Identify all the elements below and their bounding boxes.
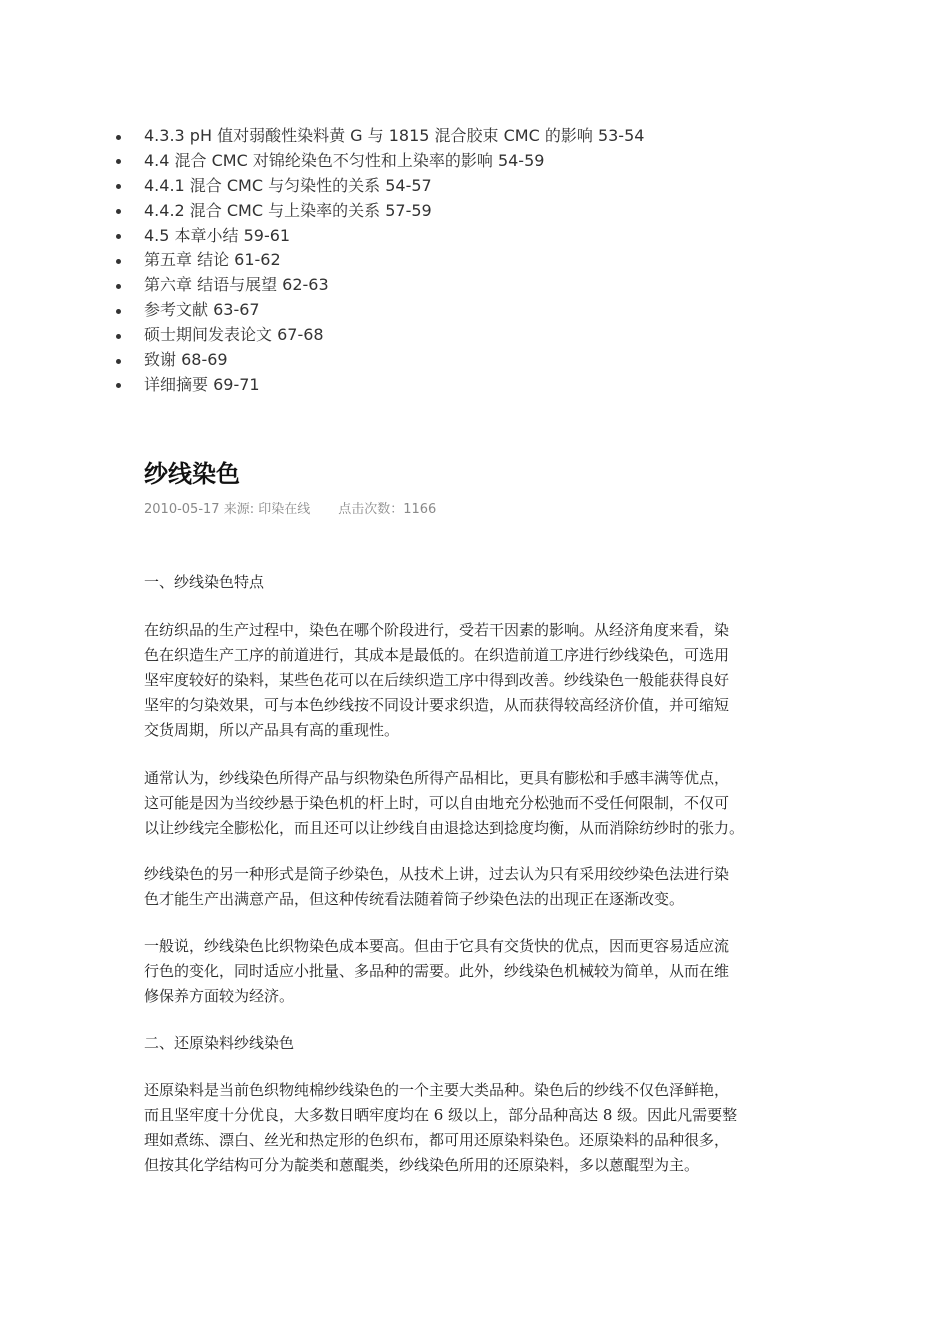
toc-item: 硕士期间发表论文 67-68: [0, 323, 644, 348]
toc-item: 4.4 混合 CMC 对锦纶染色不匀性和上染率的影响 54-59: [0, 149, 644, 174]
article-paragraph: 一般说，纱线染色比织物染色成本要高。但由于它具有交货快的优点，因而更容易适应流 行色的变化，同时适应小批量、多品种的需要。此外，纱线染色机械较为简单，从而在维 修保养方面较为经济。: [144, 937, 730, 1005]
toc-item: 致谢 68-69: [0, 348, 644, 373]
article-source: 来源: 印染在线: [223, 502, 311, 517]
toc-item: 第五章 结论 61-62: [0, 248, 644, 273]
table-of-contents-list: [0, 124, 644, 398]
article-views: 点击次数：1166: [338, 502, 437, 517]
section-heading: 二、还原染料纱线染色: [144, 1034, 295, 1052]
article-date: 2010-05-17: [144, 502, 220, 517]
article-meta: [144, 501, 436, 519]
toc-item: 4.5 本章小结 59-61: [0, 224, 644, 249]
article-title: 纱线染色: [144, 460, 240, 488]
toc-item: 4.3.3 pH 值对弱酸性染料黄 G 与 1815 混合胶束 CMC 的影响 53-54: [0, 124, 644, 149]
article-paragraph: 在纺织品的生产过程中，染色在哪个阶段进行，受若干因素的影响。从经济角度来看，染 色在织造生产工序的前道进行，其成本是最低的。在织造前道工序进行纱线染色，可选用 坚牢度较好的染料，某些色花可以在后续织造工序中得到改善。纱线染色一般能获得良好 坚牢的匀染效果，可与本色纱线按不同设计要求织造，从而获得较高经济价值，并可缩短 交货周期，所以产品具有高的重现性。: [144, 621, 730, 739]
toc-item: 详细摘要 69-71: [0, 373, 644, 398]
toc-item: 第六章 结语与展望 62-63: [0, 273, 644, 298]
section-heading: 一、纱线染色特点: [144, 573, 265, 591]
toc-item: 4.4.1 混合 CMC 与匀染性的关系 54-57: [0, 174, 644, 199]
article-paragraph: 还原染料是当前色织物纯棉纱线染色的一个主要大类品种。染色后的纱线不仅色泽鲜艳， 而且坚牢度十分优良，大多数日晒牢度均在 6 级以上，部分品种高达 8 级。因此凡需要整 理如煮练、漂白、丝光和热定形的色织布，都可用还原染料染色。还原染料的品种很多， 但按其化学结构可分为靛类和蒽醌类，纱线染色所用的还原染料，多以蒽醌型为主。: [144, 1081, 738, 1174]
article-paragraph: 纱线染色的另一种形式是筒子纱染色，从技术上讲，过去认为只有采用绞纱染色法进行染 色才能生产出满意产品，但这种传统看法随着筒子纱染色法的出现正在逐渐改变。: [144, 865, 730, 908]
toc-item: 参考文献 63-67: [0, 298, 644, 323]
toc-item: 4.4.2 混合 CMC 与上染率的关系 57-59: [0, 199, 644, 224]
article-paragraph: 通常认为，纱线染色所得产品与织物染色所得产品相比，更具有膨松和手感丰满等优点， 这可能是因为当绞纱悬于染色机的杆上时，可以自由地充分松弛而不受任何限制，不仅可 以让纱线完全膨松化，而且还可以让纱线自由退捻达到捻度均衡，从而消除纺纱时的张力。: [144, 769, 745, 837]
